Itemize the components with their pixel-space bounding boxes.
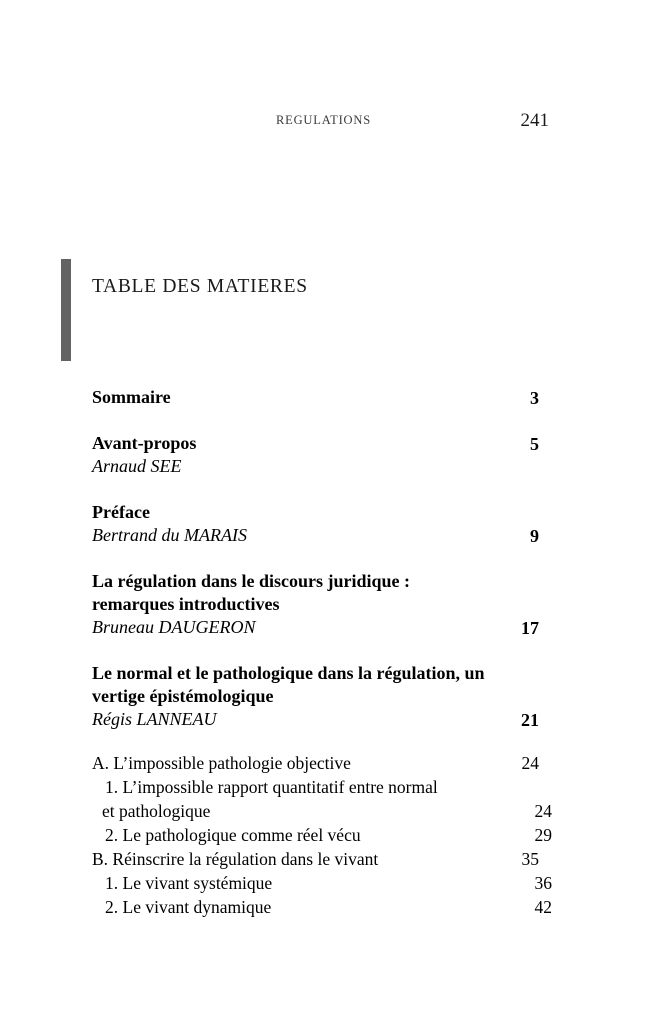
toc-entry-title-row [92, 662, 539, 708]
toc-subentry-page-number: 29 [534, 825, 552, 845]
toc-subentry-page-number: 36 [534, 873, 552, 893]
toc-subentry-label: 2. Le vivant dynamique [105, 897, 272, 917]
toc-entry [92, 386, 539, 409]
toc-entry-author: Bertrand du MARAIS [92, 525, 247, 545]
toc-subentry-list [92, 751, 552, 919]
vertical-rule-decoration [61, 259, 71, 361]
toc-entry-author: Arnaud SEE [92, 456, 182, 476]
toc-subentry-page-number: 24 [521, 753, 539, 773]
toc-entry-title: Le normal et le pathologique dans la régulation, un vertige épistémologique [92, 663, 485, 706]
toc-entry [92, 662, 552, 919]
toc-subentry-page-number: 42 [534, 897, 552, 917]
toc-entry-page-number: 21 [521, 710, 539, 730]
toc-entry-page-number: 5 [530, 434, 539, 454]
toc-subentry-continuation: et pathologique [102, 801, 211, 821]
toc-subentry [92, 895, 552, 919]
toc-entry-title-row [92, 501, 539, 524]
toc-entry-page-number: 17 [521, 618, 539, 638]
toc-entry-page-number: 3 [530, 388, 539, 408]
running-header-page-number: 241 [520, 110, 549, 131]
running-header-title: REGULATIONS [276, 113, 371, 127]
toc-entry [92, 432, 539, 478]
toc-entry-author: Régis LANNEAU [92, 709, 217, 729]
toc-subentry [92, 775, 552, 823]
toc-entry [92, 570, 539, 639]
toc-subentry-page-number: 35 [521, 849, 539, 869]
toc-entry-author-row [92, 524, 539, 547]
toc-entry [92, 501, 539, 547]
toc-entry-title: Avant-propos [92, 433, 197, 453]
toc-subentry [92, 823, 552, 847]
toc-subentry [92, 871, 552, 895]
toc-subentry [92, 847, 539, 871]
toc-entry-title-row [92, 570, 539, 616]
toc-entry-title: Sommaire [92, 387, 171, 407]
page-title: TABLE DES MATIERES [92, 276, 308, 297]
toc-subentry-label: B. Réinscrire la régulation dans le vivant [92, 849, 379, 869]
toc-subentry-page-number: 24 [534, 801, 552, 821]
toc-subentry-label: A. L’impossible pathologie objective [92, 753, 351, 773]
toc-entry-title-row [92, 386, 539, 409]
toc-entry-title: Préface [92, 502, 150, 522]
toc-entry-page-number: 9 [530, 526, 539, 546]
running-header [0, 110, 647, 135]
toc-subentry-label: 1. Le vivant systémique [105, 873, 273, 893]
toc-subentry [92, 751, 539, 775]
toc-heading-block [61, 259, 541, 361]
toc-entry-author: Bruneau DAUGERON [92, 617, 256, 637]
toc-subentry-label: 1. L’impossible rapport quantitatif entre normal [105, 777, 438, 797]
toc-entry-title-row [92, 432, 539, 455]
toc-subentry-label: 2. Le pathologique comme réel vécu [105, 825, 361, 845]
toc-entry-title: La régulation dans le discours juridique : remarques introductives [92, 571, 411, 614]
toc-entry-author-row [92, 616, 539, 639]
toc-entry-author-row [92, 455, 539, 478]
toc-entry-author-row [92, 708, 539, 731]
toc-entry-list [92, 386, 552, 919]
